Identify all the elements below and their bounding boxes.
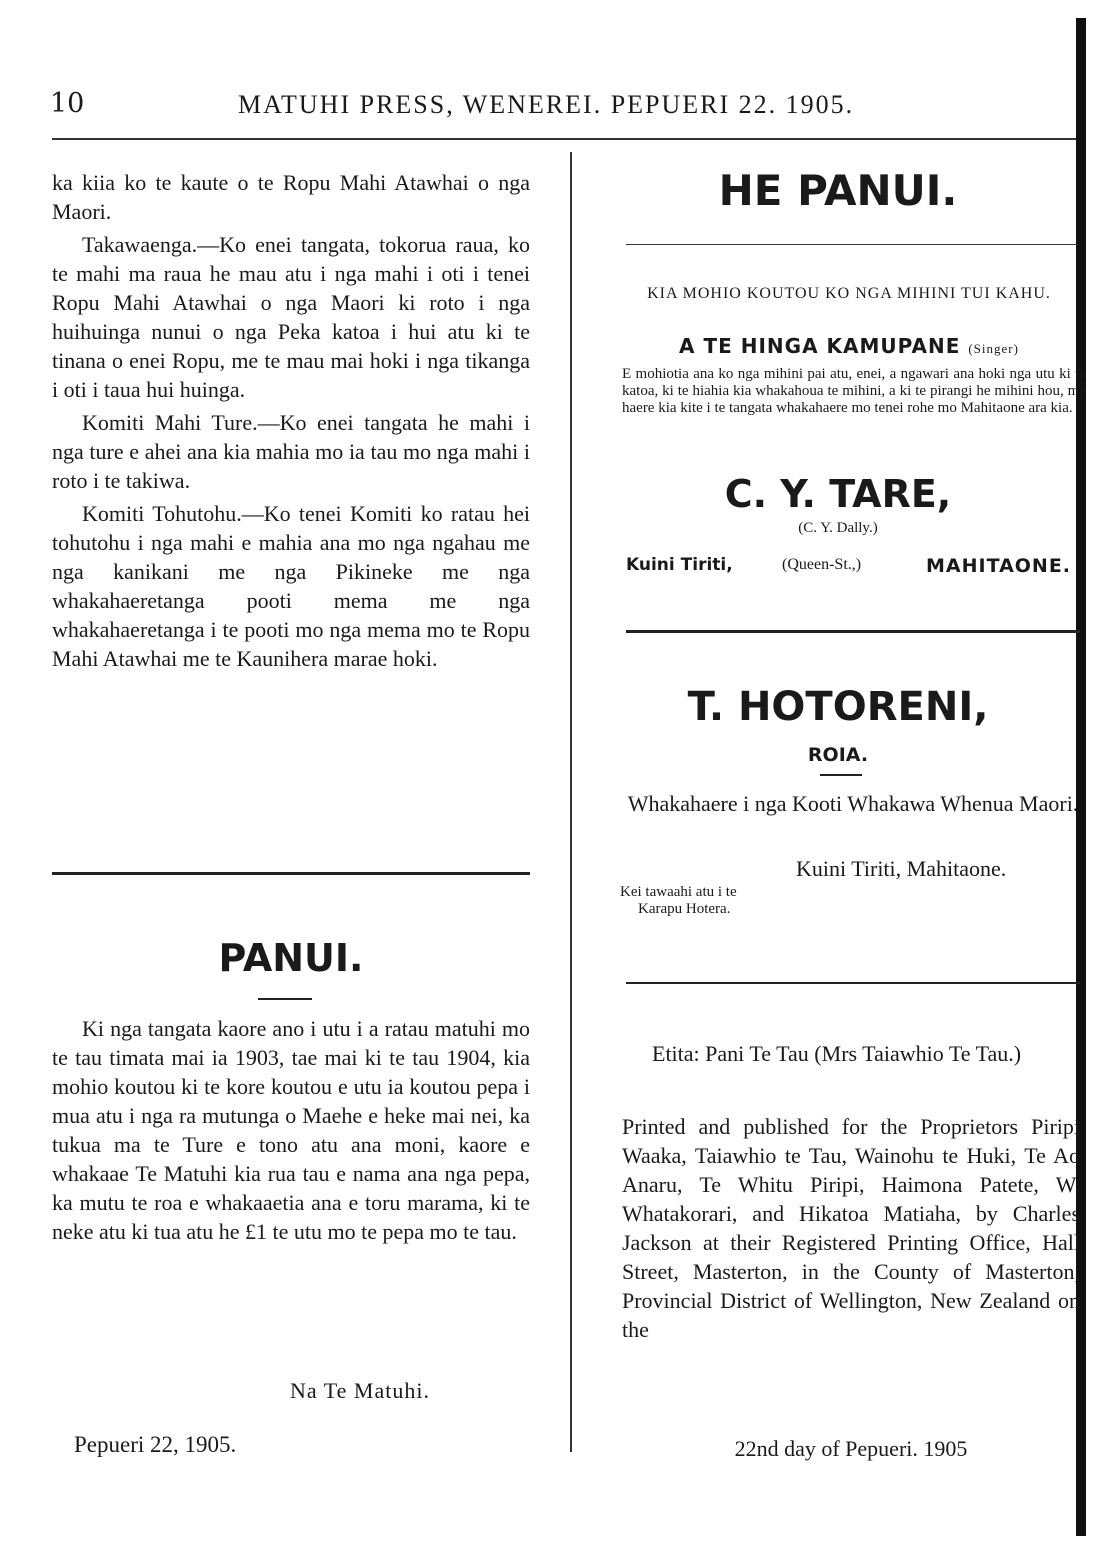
kooti-text: Whakahaere i nga Kooti Whakawa Whenua Maori.	[627, 791, 1079, 816]
hinga-kamupane	[622, 334, 1076, 358]
tare-name: C. Y. TARE,	[724, 472, 952, 516]
roia-short-rule	[820, 774, 862, 776]
notice-body: E mohiotia ana ko nga mihini pai atu, enei, a ngawari ana hoki nga utu ki te katoa, ki te hiahia kia whakahoua te mihini, a ki te pirangi he mihini hou, me haere kia kite i te tangata whakahaere mo tenei rohe mo Mahitaone ara kia.	[622, 366, 1086, 416]
tawaahi-line-2: Karapu Hotera.	[638, 901, 731, 917]
panui-paragraph: Ki nga tangata kaore ano i utu i a ratau matuhi mo te tau timata mai ia 1903, tae mai ki te tau 1904, kia mohio koutou ki te kore koutou e utu ia koutou pepa i mua atu i nga ra mutunga o Maehe e heke mai nei, ka tukua ma te Ture e tono atu ana moni, kaore e whakaae Te Matuhi kia rua tau e nama ana nga pepa, ka mutu te roa e whakaaetia ana e toru marama, ki te neke atu ki tua atu he £1 te utu mo te pepa mo te tau.	[52, 1016, 530, 1244]
panui-body	[52, 1014, 530, 1246]
roia-label: ROIA.	[807, 744, 869, 766]
paragraph-takawaenga: Takawaenga.—Ko enei tangata, tokorua raua, ko te mahi ma raua he mau atu i nga mahi i oti i tenei Ropu Mahi Atawhai o nga Maori ki roto i nga huihuinga nunui o nga Peka katoa i hui atu ki te tinana o enei Ropu, me te mau mai hoki i nga tikanga i oti i taua hui huinga.	[52, 232, 530, 402]
tawaahi-note	[620, 884, 737, 918]
printed-date: 22nd day of Pepueri. 1905	[734, 1436, 968, 1461]
column-divider	[570, 152, 572, 1452]
address-street: Kuini Tiriti,	[626, 555, 733, 575]
tawaahi-line-1: Kei tawaahi atu i te	[620, 884, 737, 900]
panui-heading: PANUI.	[218, 936, 364, 980]
address-town: MAHITAONE.	[926, 555, 1072, 577]
paragraph-komiti-mahi-ture: Komiti Mahi Ture.—Ko enei tangata he mahi i nga ture e ahei ana kia mahia mo ia tau mo nga mahi i roto i te takiwa.	[52, 410, 530, 493]
section-rule-right-2	[626, 982, 1080, 984]
notice-line: KIA MOHIO KOUTOU KO NGA MIHINI TUI KAHU.	[647, 285, 1051, 302]
etita-text: Etita: Pani Te Tau (Mrs Taiawhio Te Tau.)	[652, 1041, 1022, 1066]
page-number: 10	[50, 88, 85, 119]
paragraph-komiti-tohutohu: Komiti Tohutohu.—Ko tenei Komiti ko ratau hei tohutohu i nga mahi e mahia ana mo nga ngahau me nga kanikani me nga Pikineke me nga whakahaeretanga pooti mema me nga whakahaeretanga i te pooti mo nga mema mo te Ropu Mahi Atawhai me te Kaunihera marae hoki.	[52, 501, 530, 671]
masthead: MATUHI PRESS, WENEREI. PEPUERI 22. 1905.	[238, 90, 855, 119]
singer-label: (Singer)	[968, 341, 1019, 356]
left-column-text	[52, 168, 530, 673]
he-panui-rule	[626, 244, 1078, 245]
section-rule-left	[52, 872, 530, 875]
panui-date: Pepueri 22, 1905.	[74, 1432, 237, 1457]
printed-imprint: Printed and published for the Proprietors Piripi Waaka, Taiawhio te Tau, Wainohu te Huki, Te Ao Anaru, Te Whitu Piripi, Haimona Patete, W. Whatakorari, and Hikatoa Matiaha, by Charles Jackson at their Registered Printing Office, Hall Street, Masterton, in the County of Masterton, Provincial District of Wellington, New Zealand on the	[622, 1114, 1080, 1342]
address-street-english: (Queen-St.,)	[782, 556, 862, 573]
hinga-label: A TE HINGA KAMUPANE	[679, 334, 961, 358]
header-rule	[52, 138, 1076, 140]
hotoreni-name: T. HOTORENI,	[687, 684, 989, 730]
hotoreni-address: Kuini Tiriti, Mahitaone.	[796, 856, 1007, 881]
etita-line	[622, 1040, 1080, 1068]
section-rule-right	[626, 630, 1080, 633]
paragraph-kaute: ka kiia ko te kaute o te Ropu Mahi Atawhai o nga Maori.	[52, 170, 530, 224]
tare-subname: (C. Y. Dally.)	[798, 520, 878, 536]
he-panui-heading: HE PANUI.	[718, 166, 958, 215]
panui-short-rule	[258, 998, 312, 1000]
panui-signature: Na Te Matuhi.	[290, 1378, 430, 1403]
